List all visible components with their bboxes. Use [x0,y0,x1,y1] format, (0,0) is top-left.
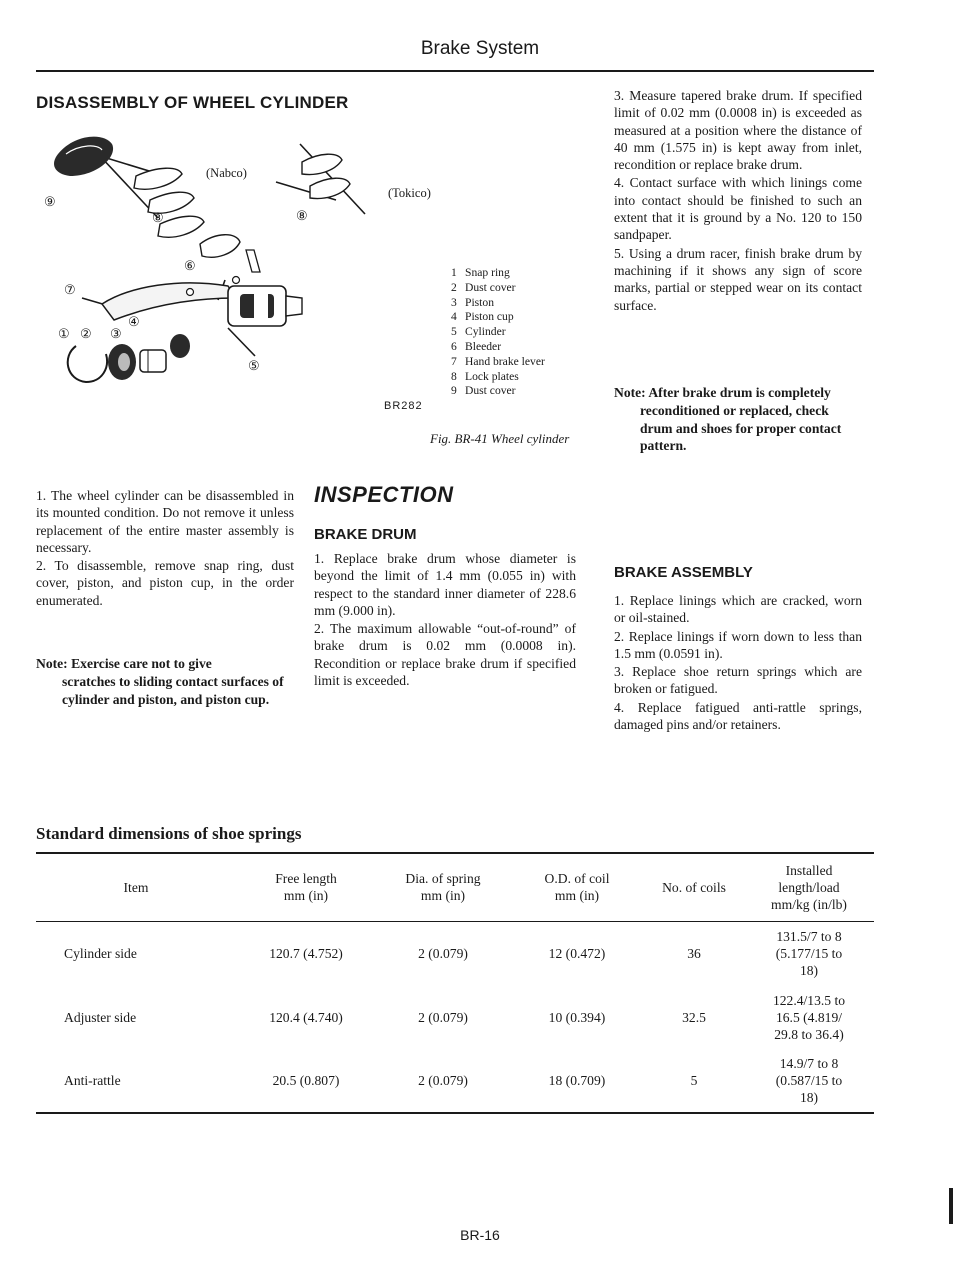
assembly-paragraph: 2. Replace linings if worn down to less than 1.5 mm (0.0591 in). [614,628,862,661]
brake-drum-text-continued [614,87,862,314]
label-nabco: (Nabco) [206,166,247,180]
shoe-springs-table [36,852,874,1114]
table-cell: 12 (0.472) [548,945,606,961]
legend-item: 1 Snap ring [451,266,510,279]
legend-item: 2 Dust cover [451,280,516,294]
legend-item: 6 Bleeder [451,339,502,353]
table-cell: 2 (0.079) [418,1009,468,1025]
table-cell: Cylinder side [64,945,137,961]
table-row [36,985,874,1049]
table-cell: 18 (0.709) [548,1073,606,1088]
margin-bar [949,1188,953,1224]
assembly-paragraph: 1. Replace linings which are cracked, worn or oil-stained. [614,593,862,626]
wheel-cylinder-exploded-view [40,128,460,408]
legend-item: 3 Piston [451,295,494,309]
callout-8-tokico: ⑧ [296,208,308,223]
brake-assembly-heading: BRAKE ASSEMBLY [614,564,753,581]
column-header: Item [123,879,149,895]
table-cell: 2 (0.079) [418,1073,468,1088]
label-tokico: (Tokico) [388,186,431,200]
drum-paragraph: 4. Contact surface with which linings come into contact should be finished to such an extent that it is ground by a No. 120 to 150 sandpaper. [614,175,862,243]
brake-drum-text [314,550,576,689]
callout-2: ② [80,326,92,341]
disassembly-step: 2. To disassemble, remove snap ring, dust cover, piston, and piston cup, in the order enumerated. [36,558,294,608]
piston-shape [140,350,166,372]
legend-item: 4 Piston cup [451,310,514,324]
callout-5: ⑤ [248,358,260,373]
drum-paragraph: 3. Measure tapered brake drum. If specified limit of 0.02 mm (0.0008 in) is exceeded as measured at a position where the distance of 40 mm (1.575 in) is kept away from inlet, recondition or replace brake drum. [614,88,862,173]
table-cell: 36 [687,945,701,961]
callout-7: ⑦ [64,282,76,297]
figure-caption: Fig. BR-41 Wheel cylinder [430,431,570,446]
piston-cup-shape [170,334,190,358]
header-rule [36,70,874,72]
disassembly-steps [36,487,294,609]
table-cell: Anti-rattle [64,1073,121,1088]
assembly-paragraph: 3. Replace shoe return springs which are broken or fatigued. [614,664,862,697]
note-lead: Note: After brake drum is completely [614,385,831,400]
leader-line [228,328,255,356]
callout-9: ⑨ [44,194,56,209]
disassembly-note [36,655,294,708]
disassembly-heading: DISASSEMBLY OF WHEEL CYLINDER [36,93,349,112]
assembly-paragraph: 4. Replace fatigued anti-rattle springs, damaged pins and/or retainers. [614,699,862,733]
table-cell: 20.5 (0.807) [272,1073,340,1088]
table-cell: 32.5 [682,1009,706,1025]
table-row [36,921,874,985]
column-header: Free length mm (in) [275,871,337,904]
cylinder-shape [228,286,302,326]
callout-8-nabco: ⑧ [152,210,164,225]
disassembly-step: 1. The wheel cylinder can be disassembled in its mounted condition. Do not remove it unless replacement of the entire master assembly is necessary. [36,488,294,555]
table-cell: Adjuster side [64,1009,137,1025]
lock-plate-shape [200,235,240,258]
table-cell: 122.4/13.5 to 16.5 (4.819/ 29.8 to 36.4) [772,992,846,1042]
drum-paragraph: 5. Using a drum racer, finish brake drum by machining if it shows any sign of score marks, partial or stepped wear on its contact surface. [614,245,862,313]
column-header: Dia. of spring mm (in) [405,871,481,904]
lock-plate-shape [134,168,182,189]
dust-cover-shape [54,137,113,176]
running-head: Brake System [420,38,540,59]
legend-item: 5 Cylinder [451,325,506,339]
figure-code: BR282 [384,400,423,412]
drum-paragraph: 1. Replace brake drum whose diameter is beyond the limit of 1.4 mm (0.055 in) with respect to the standard inner diameter of 228.6 mm (9.000 in). [314,551,576,618]
table-cell: 2 (0.079) [418,945,468,961]
note-body: scratches to sliding contact surfaces of cylinder and piston, and piston cup. [62,673,284,707]
drum-note [614,384,862,455]
table-row [36,1049,874,1113]
table-cell: 131.5/7 to 8 (5.177/15 to 18) [775,928,843,978]
inspection-heading: INSPECTION [314,482,454,507]
legend-item: 9 Dust cover [451,384,516,398]
callout-4: ④ [128,314,140,329]
column-header: Installed length/load mm/kg (in/lb) [771,862,847,912]
table-cell: 120.4 (4.740) [269,1009,343,1025]
legend-item: 8 Lock plates [451,369,519,383]
page-number: BR-16 [460,1227,500,1243]
lock-plate-shape [158,216,204,237]
dust-cover-shape [108,344,136,380]
table-cell: 10 (0.394) [548,1009,606,1025]
figure-legend [451,266,545,399]
note-lead: Note: Exercise care not to give [36,656,212,671]
column-header: No. of coils [662,879,726,895]
callout-1: ① [58,326,70,341]
brake-assembly-text [614,592,862,733]
lock-plate-shape [302,154,342,174]
table-title: Standard dimensions of shoe springs [36,824,302,843]
hand-brake-lever-shape [102,283,236,320]
table-cell: 14.9/7 to 8 (0.587/15 to 18) [775,1056,843,1105]
table-cell: 120.7 (4.752) [269,945,343,961]
note-body: reconditioned or replaced, check drum and shoes for proper contact pattern. [640,402,842,454]
column-header: O.D. of coil mm (in) [544,871,610,904]
legend-item: 7 Hand brake lever [451,354,545,368]
brake-drum-heading: BRAKE DRUM [314,526,417,543]
drum-paragraph: 2. The maximum allowable “out-of-round” of brake drum is 0.02 mm (0.0008 in). Recondition or replace brake drum if specified limit is exceeded. [314,621,576,689]
callout-3: ③ [110,326,122,341]
table-header-row [36,853,874,921]
table-cell: 5 [690,1073,698,1088]
bleeder-shape [246,250,260,272]
snap-ring-shape [68,346,107,382]
lock-plate-shape [310,178,350,198]
callout-6: ⑥ [184,258,196,273]
